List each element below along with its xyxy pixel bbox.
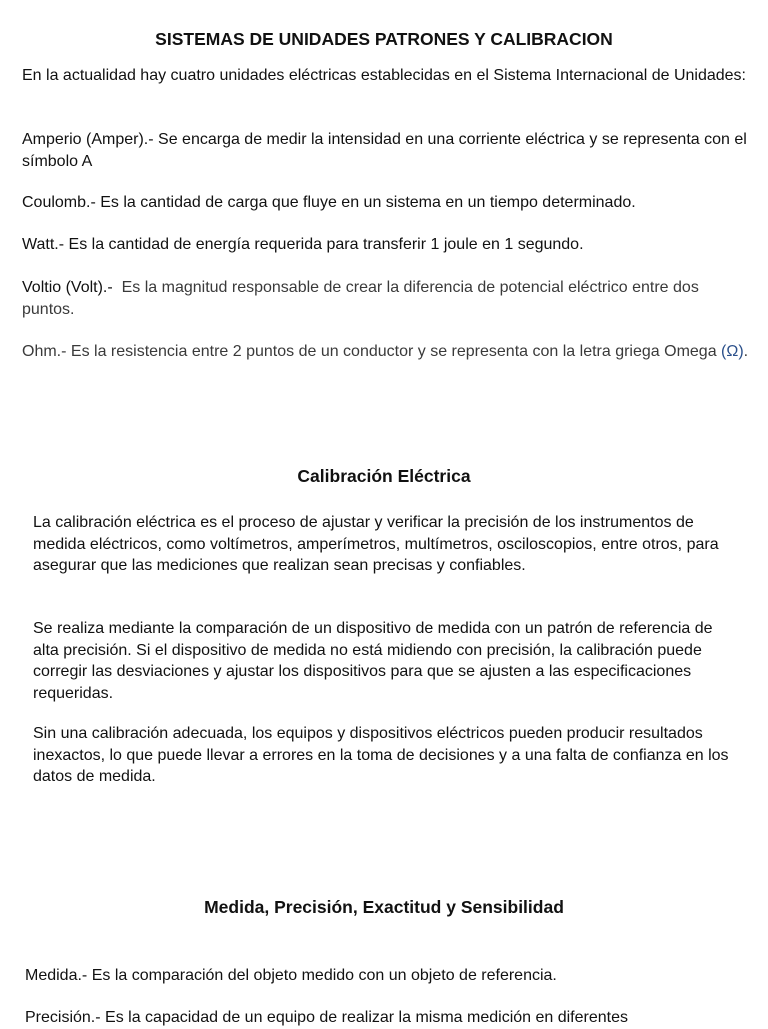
ohm-paragraph (22, 341, 750, 363)
ohm-text: Ohm.- Es la resistencia entre 2 puntos de un conductor y se representa con la letra griega Omega (22, 343, 722, 360)
amperio-paragraph: Amperio (Amper).- Se encarga de medir la intensidad en una corriente eléctrica y se representa con el símbolo A (22, 131, 747, 170)
voltio-term: Voltio (Volt).- (22, 279, 122, 296)
medida-paragraph: Medida.- Es la comparación del objeto medido con un objeto de referencia. (25, 967, 557, 984)
coulomb-paragraph: Coulomb.- Es la cantidad de carga que fluye en un sistema en un tiempo determinado. (22, 194, 636, 211)
calibracion-paragraph-2: Se realiza mediante la comparación de un dispositivo de medida con un patrón de referencia de alta precisión. Si el dispositivo de medida no está midiendo con precisión, la calibración puede corregir las desviaciones y ajustar los dispositivos para que se ajusten a las especificaciones requeridas. (33, 620, 713, 702)
voltio-definition: Es la magnitud responsable de crear la diferencia de potencial eléctrico entre dos puntos. (22, 279, 699, 318)
calibracion-paragraph-1: La calibración eléctrica es el proceso de ajustar y verificar la precisión de los instrumentos de medida eléctricos, como voltímetros, amperímetros, multímetros, osciloscopios, entre otros, para asegurar que las mediciones que realizan sean precisas y confiables. (33, 514, 719, 574)
section-title-medida: Medida, Precisión, Exactitud y Sensibilidad (204, 897, 564, 917)
section-title-sistemas: SISTEMAS DE UNIDADES PATRONES Y CALIBRACION (155, 29, 613, 49)
ohm-end: . (743, 343, 749, 360)
watt-paragraph: Watt.- Es la cantidad de energía requerida para transferir 1 joule en 1 segundo. (22, 236, 584, 253)
omega-symbol-link[interactable]: (Ω) (721, 343, 744, 360)
intro-paragraph: En la actualidad hay cuatro unidades eléctricas establecidas en el Sistema Internacional de Unidades: (22, 67, 746, 84)
voltio-paragraph (22, 277, 750, 320)
calibracion-paragraph-3: Sin una calibración adecuada, los equipos y dispositivos eléctricos pueden producir resultados inexactos, lo que puede llevar a errores en la toma de decisiones y a una falta de confianza en los datos de medida. (33, 725, 729, 785)
section-title-calibracion: Calibración Eléctrica (297, 466, 471, 486)
precision-paragraph: Precisión.- Es la capacidad de un equipo de realizar la misma medición en diferentes (25, 1009, 628, 1026)
